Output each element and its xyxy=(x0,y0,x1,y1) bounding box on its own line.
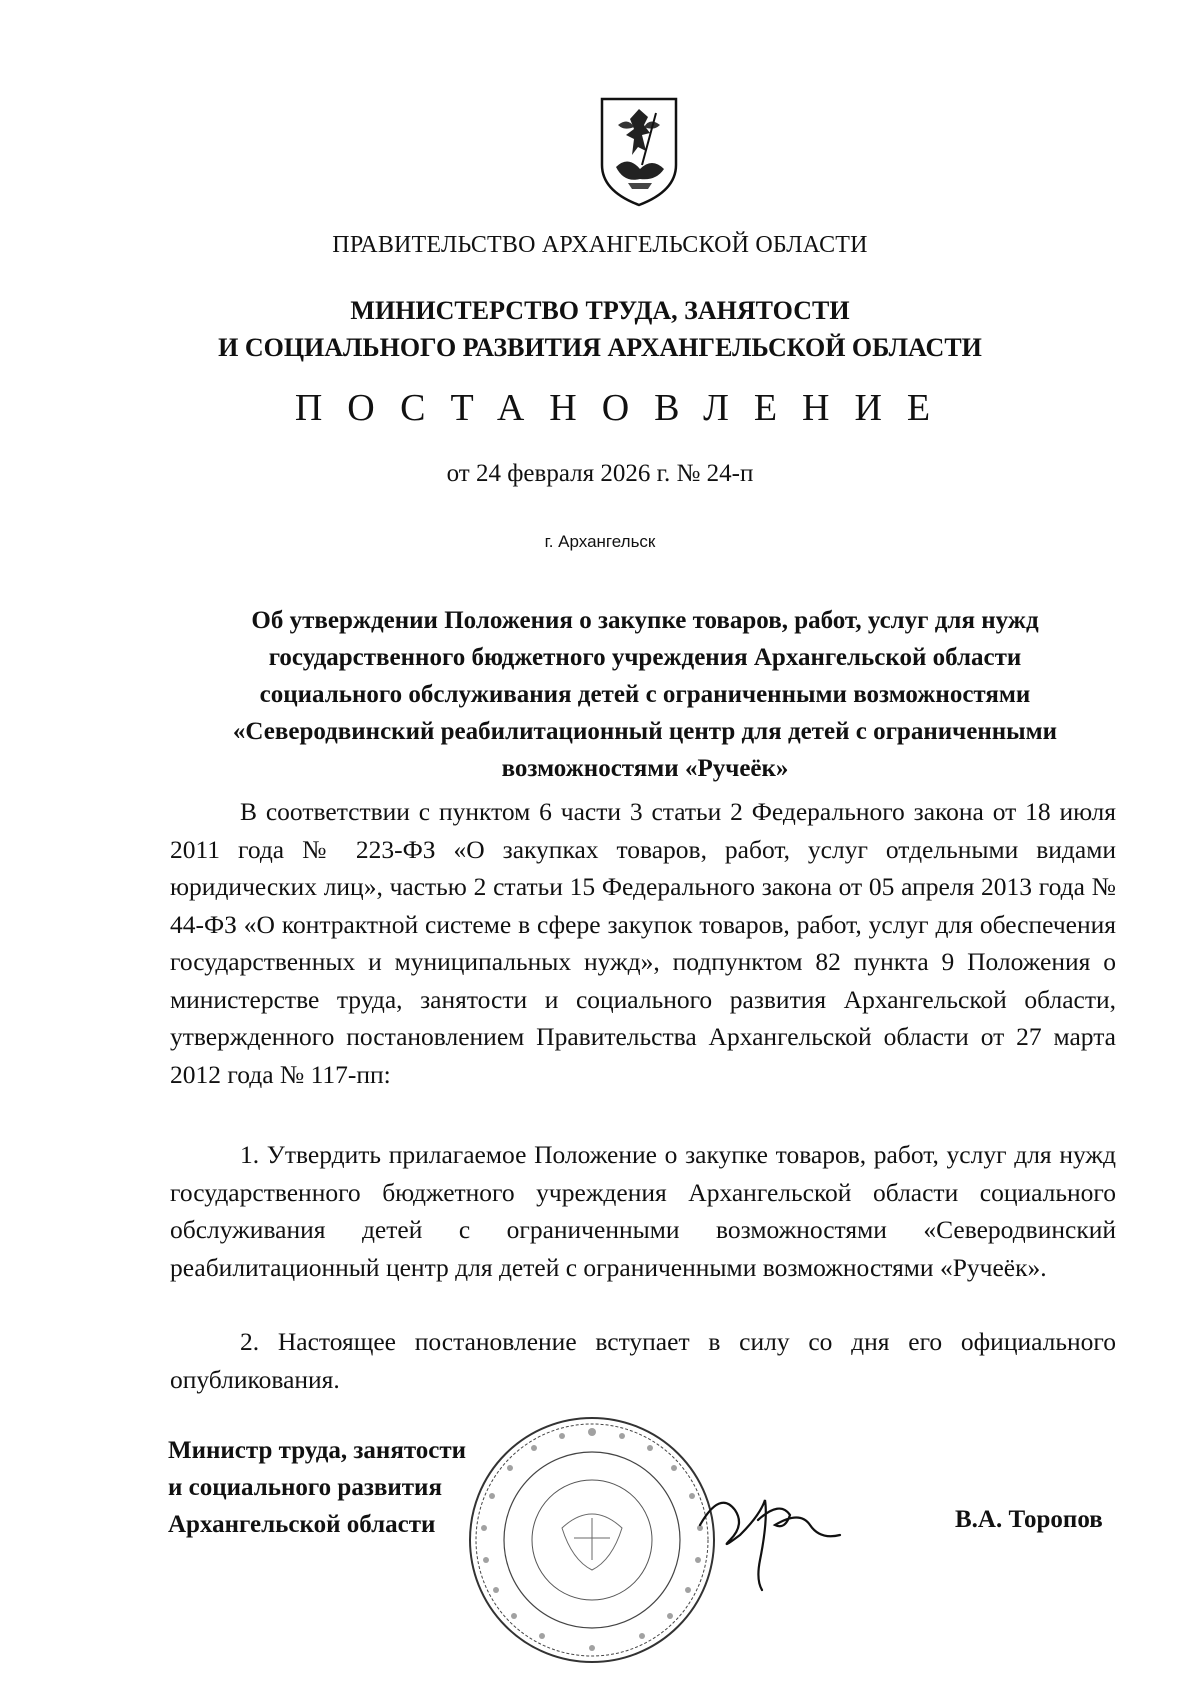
ministry-name-line: И СОЦИАЛЬНОГО РАЗВИТИЯ АРХАНГЕЛЬСКОЙ ОБЛАСТИ xyxy=(218,333,982,362)
ministry-name xyxy=(0,292,1200,366)
item-1-paragraph xyxy=(170,1136,1116,1286)
signatory-position xyxy=(168,1432,466,1543)
item-1-text: 1. Утвердить прилагаемое Положение о закупке товаров, работ, услуг для нужд государственного бюджетного учреждения Архангельской области социального обслуживания детей с ограниченными возможностями «Северодвинский реабилитационный центр для детей с ограниченными возможностями «Ручеёк». xyxy=(170,1140,1116,1282)
preamble-paragraph xyxy=(170,793,1116,1093)
preamble-text: В соответствии с пунктом 6 части 3 статьи 2 Федерального закона от 18 июля 2011 года № 223-ФЗ «О закупках товаров, работ, услуг отдельными видами юридических лиц», частью 2 статьи 15 Федерального закона от 05 апреля 2013 года № 44-ФЗ «О контрактной системе в сфере закупок товаров, работ, услуг для обеспечения государственных и муниципальных нужд», подпунктом 82 пункта 9 Положения о министерстве труда, занятости и социального развития Архангельской области, утвержденного постановлением Правительства Архангельской области от 27 марта 2012 года № 117-пп: xyxy=(170,797,1116,1089)
ministry-name-line: МИНИСТЕРСТВО ТРУДА, ЗАНЯТОСТИ xyxy=(350,296,850,325)
handwritten-signature xyxy=(690,1430,870,1610)
title-line: государственного бюджетного учреждения Архангельской области xyxy=(268,644,1022,671)
document-type: ПОСТАНОВЛЕНИЕ xyxy=(294,387,956,429)
position-line: и социального развития xyxy=(168,1474,442,1501)
position-line: Архангельской области xyxy=(168,1511,436,1538)
title-line: возможностями «Ручеёк» xyxy=(501,755,789,782)
document-date-number: от 24 февраля 2026 г. № 24-п xyxy=(446,460,754,487)
item-2-text: 2. Настоящее постановление вступает в силу со дня его официального опубликования. xyxy=(170,1327,1116,1394)
coat-of-arms-icon xyxy=(598,95,680,209)
position-line: Министр труда, занятости xyxy=(168,1437,467,1464)
title-line: социального обслуживания детей с ограниченными возможностями xyxy=(259,681,1031,708)
title-line: Об утверждении Положения о закупке товаров, работ, услуг для нужд xyxy=(251,607,1039,634)
item-2-paragraph xyxy=(170,1323,1116,1398)
official-seal-icon xyxy=(462,1410,722,1670)
document-city: г. Архангельск xyxy=(544,532,656,551)
title-line: «Северодвинский реабилитационный центр для детей с ограниченными xyxy=(232,718,1058,745)
signatory-name: В.А. Торопов xyxy=(955,1506,1103,1533)
government-name: ПРАВИТЕЛЬСТВО АРХАНГЕЛЬСКОЙ ОБЛАСТИ xyxy=(332,232,868,258)
document-title xyxy=(175,602,1115,787)
